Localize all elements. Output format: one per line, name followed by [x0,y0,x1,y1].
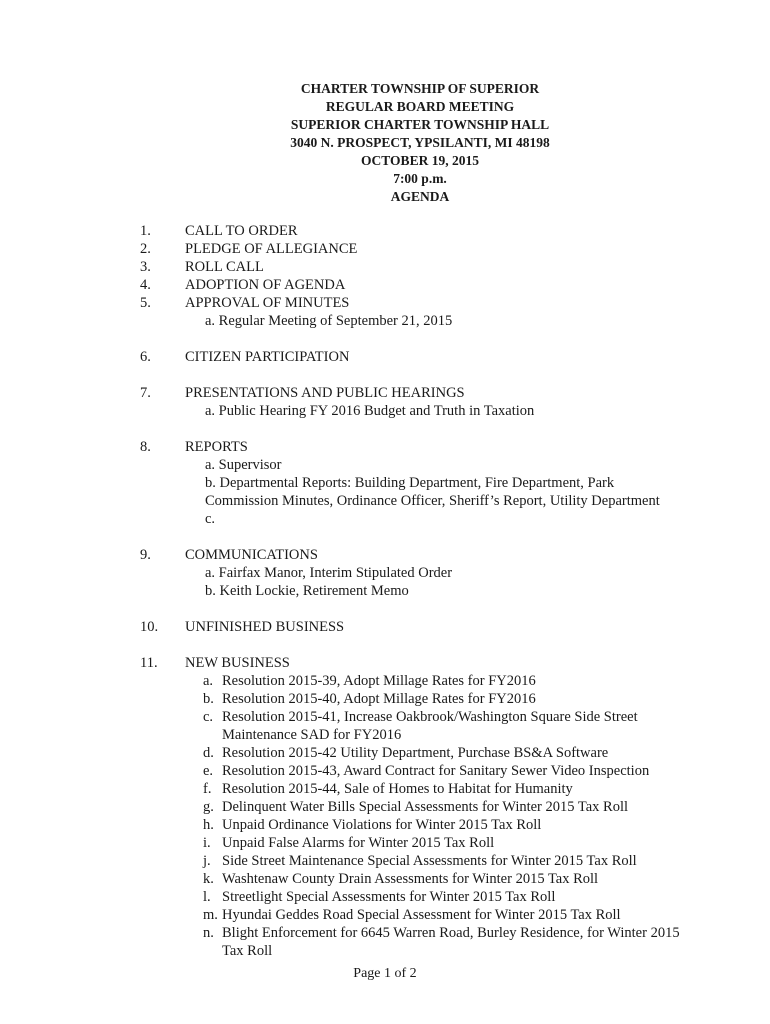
list-item-letter: b. [203,691,214,707]
list-item [0,744,770,762]
agenda-item [0,546,770,564]
agenda-item [0,348,770,366]
agenda-item-number: 6. [140,349,151,365]
list-item-letter: j. [203,853,211,869]
agenda-item-title: APPROVAL OF MINUTES [185,295,350,311]
agenda-subitem: a. Regular Meeting of September 21, 2015 [205,313,453,329]
agenda-item-number: 3. [140,259,151,275]
agenda-item-title: PLEDGE OF ALLEGIANCE [185,241,358,257]
agenda-item [0,618,770,636]
agenda-list [0,222,770,960]
agenda-item [0,384,770,402]
header-location: SUPERIOR CHARTER TOWNSHIP HALL [290,117,550,132]
agenda-item-number: 7. [140,385,151,401]
agenda-item-number: 1. [140,223,151,239]
list-item-text: Resolution 2015-41, Increase Oakbrook/Washington Square Side Street Maintenance SAD for FY2016 [222,709,638,743]
list-item [0,924,770,960]
list-item-text: Side Street Maintenance Special Assessments for Winter 2015 Tax Roll [222,853,637,869]
agenda-item-title: COMMUNICATIONS [185,547,318,563]
agenda-item-title: CITIZEN PARTICIPATION [185,349,350,365]
list-item-text: Delinquent Water Bills Special Assessments for Winter 2015 Tax Roll [222,799,629,815]
header-meeting-type: REGULAR BOARD MEETING [325,99,515,114]
header-date: OCTOBER 19, 2015 [361,153,479,168]
list-item [0,762,770,780]
new-business-list [0,672,770,960]
agenda-item-number: 5. [140,295,151,311]
agenda-item-title: UNFINISHED BUSINESS [185,619,345,635]
list-item [0,798,770,816]
list-item-letter: n. [203,925,214,941]
list-item [0,816,770,834]
list-item-letter: l. [203,889,211,905]
agenda-item-title: ADOPTION OF AGENDA [185,277,346,293]
agenda-item [0,222,770,240]
list-item-text: Resolution 2015-42 Utility Department, Purchase BS&A Software [222,745,609,761]
agenda-item-number: 11. [140,655,158,671]
list-item [0,672,770,690]
list-item-text: Unpaid False Alarms for Winter 2015 Tax Roll [222,835,495,851]
agenda-item [0,438,770,456]
agenda-subitem: a. Supervisor [205,457,282,473]
list-item-letter: f. [203,781,212,797]
list-item [0,780,770,798]
agenda-subitem: c. [205,511,216,527]
list-item [0,708,770,744]
list-item [0,906,770,924]
list-item-letter: a. [203,673,214,689]
agenda-subitem: a. Public Hearing FY 2016 Budget and Truth in Taxation [205,403,535,419]
list-item-text: Resolution 2015-39, Adopt Millage Rates for FY2016 [222,673,536,689]
header-agenda-title: AGENDA [390,189,450,204]
list-item [0,888,770,906]
list-item-letter: g. [203,799,214,815]
list-item-text: Unpaid Ordinance Violations for Winter 2015 Tax Roll [222,817,542,833]
agenda-item-number: 10. [140,619,159,635]
agenda-item [0,276,770,294]
header-address: 3040 N. PROSPECT, YPSILANTI, MI 48198 [290,135,550,150]
agenda-item-number: 8. [140,439,151,455]
list-item-letter: h. [203,817,214,833]
agenda-item-title: CALL TO ORDER [185,223,298,239]
list-item-letter: k. [203,871,214,887]
agenda-subitem: a. Fairfax Manor, Interim Stipulated Order [205,565,453,581]
agenda-item-title: NEW BUSINESS [185,655,290,671]
agenda-item [0,654,770,672]
agenda-subitem: Commission Minutes, Ordinance Officer, Sheriff’s Report, Utility Department [205,493,660,509]
agenda-item-title: ROLL CALL [185,259,264,275]
agenda-item [0,294,770,312]
list-item-letter: d. [203,745,214,761]
agenda-item-title: REPORTS [185,439,248,455]
header-township: CHARTER TOWNSHIP OF SUPERIOR [300,81,540,96]
list-item-text: Resolution 2015-44, Sale of Homes to Habitat for Humanity [222,781,573,797]
list-item-text: Blight Enforcement for 6645 Warren Road, Burley Residence, for Winter 2015 Tax Roll [222,925,680,959]
list-item-letter: m. [203,907,218,923]
list-item-letter: e. [203,763,214,779]
list-item-letter: c. [203,709,214,725]
document-header [120,80,720,206]
list-item [0,852,770,870]
list-item-text: Hyundai Geddes Road Special Assessment for Winter 2015 Tax Roll [222,907,621,923]
agenda-subitem: b. Keith Lockie, Retirement Memo [205,583,409,599]
list-item-letter: i. [203,835,211,851]
page-number: Page 1 of 2 [353,966,417,981]
agenda-item-number: 9. [140,547,151,563]
agenda-item-title: PRESENTATIONS AND PUBLIC HEARINGS [185,385,465,401]
list-item [0,834,770,852]
list-item-text: Washtenaw County Drain Assessments for Winter 2015 Tax Roll [222,871,599,887]
list-item [0,690,770,708]
header-time: 7:00 p.m. [393,171,447,186]
list-item-text: Resolution 2015-40, Adopt Millage Rates for FY2016 [222,691,536,707]
agenda-item-number: 2. [140,241,151,257]
agenda-item-number: 4. [140,277,151,293]
agenda-subitem: b. Departmental Reports: Building Department, Fire Department, Park [205,475,615,491]
agenda-item [0,258,770,276]
list-item-text: Streetlight Special Assessments for Winter 2015 Tax Roll [222,889,556,905]
list-item [0,870,770,888]
list-item-text: Resolution 2015-43, Award Contract for Sanitary Sewer Video Inspection [222,763,650,779]
agenda-item [0,240,770,258]
